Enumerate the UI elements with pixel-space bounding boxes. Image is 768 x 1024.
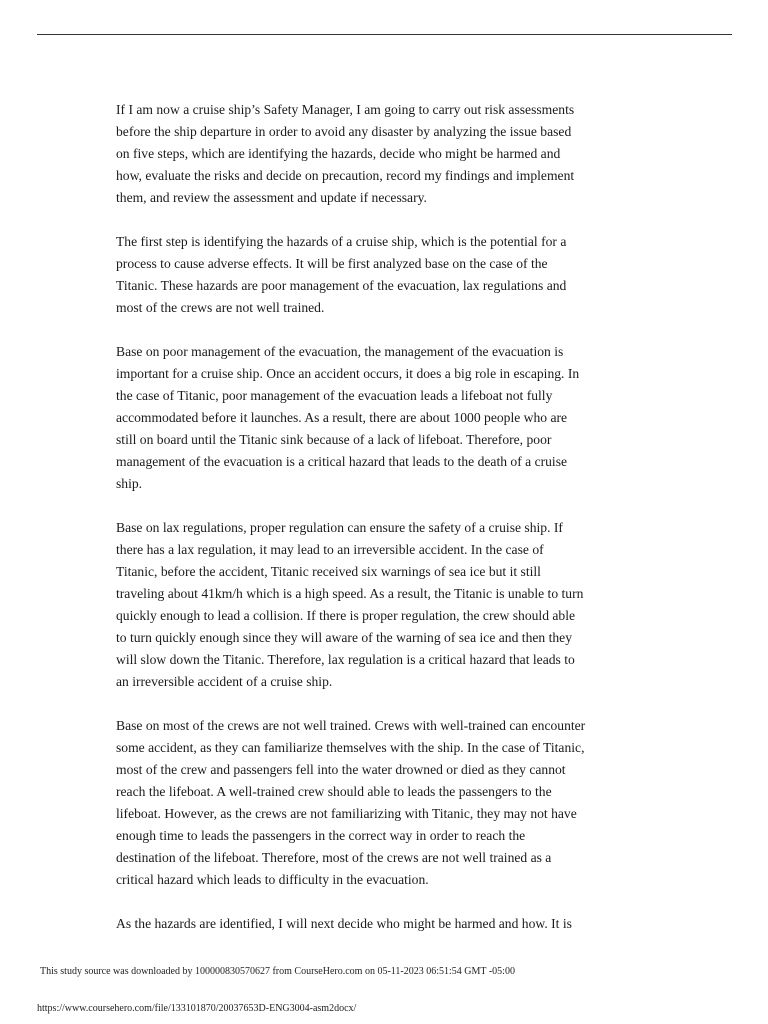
text-line: reach the lifeboat. A well-trained crew should able to leads the passengers to the: [116, 784, 552, 799]
paragraph-crew-training: [116, 715, 656, 891]
text-line: the case of Titanic, poor management of the evacuation leads a lifeboat not fully: [116, 388, 553, 403]
text-line: most of the crew and passengers fell into the water drowned or died as they cannot: [116, 762, 566, 777]
source-url-link[interactable]: https://www.coursehero.com/file/133101870/20037653D-ENG3004-asm2docx/: [37, 1003, 357, 1014]
text-line: As the hazards are identified, I will next decide who might be harmed and how. It is: [116, 916, 572, 931]
text-line: still on board until the Titanic sink because of a lack of lifeboat. Therefore, poor: [116, 432, 552, 447]
text-line: most of the crews are not well trained.: [116, 300, 325, 315]
text-line: will slow down the Titanic. Therefore, lax regulation is a critical hazard that leads to: [116, 652, 575, 667]
text-line: destination of the lifeboat. Therefore, most of the crews are not well trained as a: [116, 850, 552, 865]
text-line: before the ship departure in order to avoid any disaster by analyzing the issue based: [116, 124, 572, 139]
text-line: ship.: [116, 476, 143, 491]
text-line: quickly enough to lead a collision. If there is proper regulation, the crew should able: [116, 608, 576, 623]
download-notice: This study source was downloaded by 100000830570627 from CourseHero.com on 05-11-2023 06:51:54 GMT -05:00: [40, 966, 515, 977]
text-line: on five steps, which are identifying the hazards, decide who might be harmed and: [116, 146, 561, 161]
text-line: critical hazard which leads to difficulty in the evacuation.: [116, 872, 429, 887]
text-line: If I am now a cruise ship’s Safety Manager, I am going to carry out risk assessments: [116, 102, 575, 117]
text-line: important for a cruise ship. Once an accident occurs, it does a big role in escaping. In: [116, 366, 580, 381]
text-line: an irreversible accident of a cruise ship.: [116, 674, 333, 689]
text-line: there has a lax regulation, it may lead to an irreversible accident. In the case of: [116, 542, 544, 557]
text-line: Titanic. These hazards are poor management of the evacuation, lax regulations and: [116, 278, 567, 293]
paragraph-intro: [116, 99, 656, 209]
document-body: [116, 99, 656, 957]
text-line: to turn quickly enough since they will aware of the warning of sea ice and then they: [116, 630, 573, 645]
text-line: process to cause adverse effects. It will be first analyzed base on the case of the: [116, 256, 548, 271]
paragraph-first-step: [116, 231, 656, 319]
text-line: enough time to leads the passengers in the correct way in order to reach the: [116, 828, 526, 843]
text-line: Base on poor management of the evacuation, the management of the evacuation is: [116, 344, 564, 359]
paragraph-evacuation: [116, 341, 656, 495]
text-line: Titanic, before the accident, Titanic received six warnings of sea ice but it still: [116, 564, 541, 579]
paragraph-next-step: [116, 913, 656, 935]
text-line: accommodated before it launches. As a result, there are about 1000 people who are: [116, 410, 568, 425]
text-line: lifeboat. However, as the crews are not familiarizing with Titanic, they may not have: [116, 806, 577, 821]
text-line: Base on lax regulations, proper regulation can ensure the safety of a cruise ship. If: [116, 520, 563, 535]
text-line: them, and review the assessment and update if necessary.: [116, 190, 427, 205]
text-line: The first step is identifying the hazards of a cruise ship, which is the potential for a: [116, 234, 567, 249]
text-line: management of the evacuation is a critical hazard that leads to the death of a cruise: [116, 454, 568, 469]
text-line: some accident, as they can familiarize themselves with the ship. In the case of Titanic,: [116, 740, 585, 755]
text-line: Base on most of the crews are not well trained. Crews with well-trained can encounter: [116, 718, 586, 733]
text-line: how, evaluate the risks and decide on precaution, record my findings and implement: [116, 168, 575, 183]
paragraph-regulations: [116, 517, 656, 693]
header-divider: [37, 34, 732, 35]
text-line: traveling about 41km/h which is a high speed. As a result, the Titanic is unable to turn: [116, 586, 584, 601]
